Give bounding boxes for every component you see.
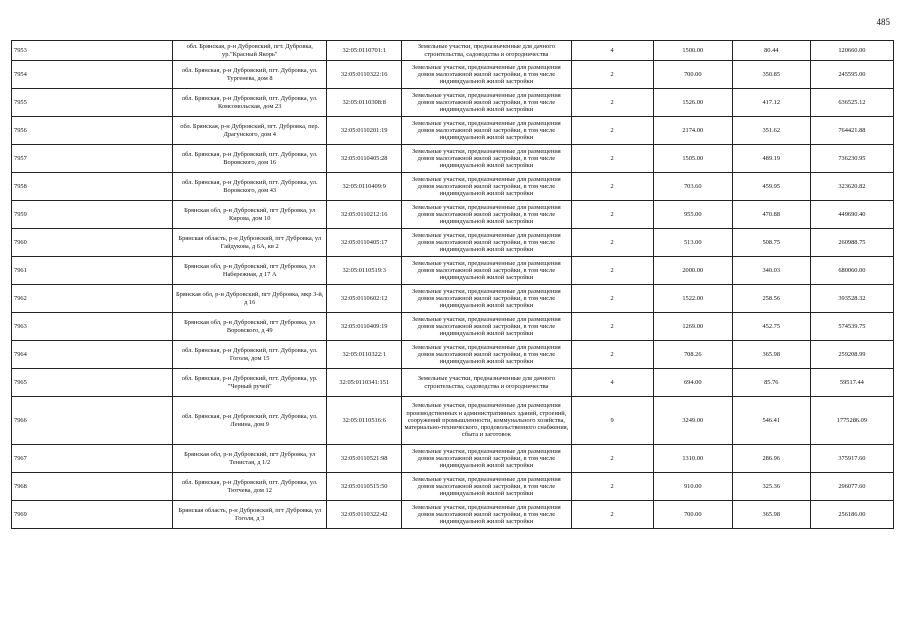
row-number-cell: 7964: [12, 341, 173, 369]
category-code-cell: 9: [571, 397, 653, 445]
address-cell: обл. Брянская, р-н Дубровский, пгт. Дубровка, пер. Драгунского, дом 4: [173, 117, 327, 145]
category-code-cell: 4: [571, 369, 653, 397]
cadastral-number-cell: 32:05:0110515:50: [327, 473, 402, 501]
unit-value-cell: 365.98: [732, 341, 810, 369]
cadastral-number-cell: 32:05:0110405:17: [327, 229, 402, 257]
unit-value-cell: 365.98: [732, 501, 810, 529]
address-cell: Брянская обл, р-н Дубровский, пгт Дубровка, ул Воровского, д 49: [173, 313, 327, 341]
cadastral-value-cell: 736230.95: [810, 145, 893, 173]
table-row: [12, 229, 894, 257]
land-use-description-cell: Земельные участки, предназначенные для размещения домов малоэтажной жилой застройки, в том числе индивидуальной жилой застройки: [402, 341, 571, 369]
area-cell: 3249.00: [653, 397, 732, 445]
category-code-cell: 2: [571, 341, 653, 369]
cadastral-number-cell: 32:05:0110201:19: [327, 117, 402, 145]
land-use-description-cell: Земельные участки, предназначенные для размещения домов малоэтажной жилой застройки, в том числе индивидуальной жилой застройки: [402, 173, 571, 201]
row-number-cell: 7961: [12, 257, 173, 285]
cadastral-number-cell: 32:05:0110405:28: [327, 145, 402, 173]
address-cell: обл. Брянская, р-н Дубровский, пгт. Дубровка, ул. Воровского, дом 43: [173, 173, 327, 201]
area-cell: 1522.00: [653, 285, 732, 313]
table-row: [12, 145, 894, 173]
address-cell: обл. Брянская, р-н Дубровский, пгт. Дубровка, ул. Ленина, дом 9: [173, 397, 327, 445]
row-number-cell: 7963: [12, 313, 173, 341]
cadastral-number-cell: 32:05:0110322:42: [327, 501, 402, 529]
land-use-description-cell: Земельные участки, предназначенные для размещения домов малоэтажной жилой застройки, в том числе индивидуальной жилой застройки: [402, 445, 571, 473]
cadastral-value-cell: 680060.00: [810, 257, 893, 285]
area-cell: 694.00: [653, 369, 732, 397]
land-use-description-cell: Земельные участки, предназначенные для размещения домов малоэтажной жилой застройки, в том числе индивидуальной жилой застройки: [402, 117, 571, 145]
address-cell: Брянская обл, р-н Дубровский, пгт Дубровка, мкр 3-й, д 16: [173, 285, 327, 313]
cadastral-value-cell: 59517.44: [810, 369, 893, 397]
area-cell: 910.00: [653, 473, 732, 501]
table-row: [12, 397, 894, 445]
unit-value-cell: 85.76: [732, 369, 810, 397]
category-code-cell: 2: [571, 201, 653, 229]
address-cell: обл. Брянская, р-н Дубровский, пгт. Дубровка, ул. Гоголя, дом 15: [173, 341, 327, 369]
area-cell: 955.00: [653, 201, 732, 229]
row-number-cell: 7954: [12, 61, 173, 89]
cadastral-number-cell: 32:05:0110322:1: [327, 341, 402, 369]
address-cell: Брянская область, р-н Дубровский, пгт Дубровка, ул Гайдукова, д 6А, кв 2: [173, 229, 327, 257]
area-cell: 1500.00: [653, 41, 732, 61]
table-row: [12, 285, 894, 313]
cadastral-value-cell: 260988.75: [810, 229, 893, 257]
unit-value-cell: 340.03: [732, 257, 810, 285]
land-use-description-cell: Земельные участки, предназначенные для размещения домов малоэтажной жилой застройки, в том числе индивидуальной жилой застройки: [402, 285, 571, 313]
address-cell: Брянская обл, р-н Дубровский, пгт Дубровка, ул Набережная, д 17 А: [173, 257, 327, 285]
land-use-description-cell: Земельные участки, предназначенные для размещения домов малоэтажной жилой застройки, в том числе индивидуальной жилой застройки: [402, 201, 571, 229]
land-use-description-cell: Земельные участки, предназначенные для дачного строительства, садоводства и огородничества: [402, 41, 571, 61]
row-number-cell: 7966: [12, 397, 173, 445]
cadastral-number-cell: 32:05:0110519:3: [327, 257, 402, 285]
unit-value-cell: 546.41: [732, 397, 810, 445]
unit-value-cell: 351.62: [732, 117, 810, 145]
land-use-description-cell: Земельные участки, предназначенные для размещения домов малоэтажной жилой застройки, в том числе индивидуальной жилой застройки: [402, 89, 571, 117]
address-cell: обл. Брянская, р-н Дубровский, пгт. Дубровка, ул. Воровского, дом 16: [173, 145, 327, 173]
cadastral-value-cell: 393528.32: [810, 285, 893, 313]
cadastral-number-cell: 32:05:0110516:6: [327, 397, 402, 445]
unit-value-cell: 417.12: [732, 89, 810, 117]
table-row: [12, 89, 894, 117]
land-use-description-cell: Земельные участки, предназначенные для размещения домов малоэтажной жилой застройки, в том числе индивидуальной жилой застройки: [402, 313, 571, 341]
land-registry-table: [11, 40, 894, 529]
table-row: [12, 257, 894, 285]
category-code-cell: 2: [571, 173, 653, 201]
cadastral-value-cell: 245595.00: [810, 61, 893, 89]
category-code-cell: 2: [571, 473, 653, 501]
cadastral-value-cell: 256186.00: [810, 501, 893, 529]
cadastral-number-cell: 32:05:0110409:9: [327, 173, 402, 201]
table-row: [12, 341, 894, 369]
table-row: [12, 201, 894, 229]
area-cell: 700.00: [653, 501, 732, 529]
address-cell: Брянская обл, р-н Дубровский, пгт Дубровка, ул Кирова, дом 10: [173, 201, 327, 229]
unit-value-cell: 258.56: [732, 285, 810, 313]
table-row: [12, 473, 894, 501]
area-cell: 700.00: [653, 61, 732, 89]
table-row: [12, 117, 894, 145]
address-cell: обл. Брянская, р-н Дубровский, пгт. Дубровка, ул. Тургенева, дом 8: [173, 61, 327, 89]
address-cell: Брянская область, р-н Дубровский, пгт Дубровка, ул Гоголя, д 3: [173, 501, 327, 529]
unit-value-cell: 452.75: [732, 313, 810, 341]
row-number-cell: 7953: [12, 41, 173, 61]
area-cell: 1505.00: [653, 145, 732, 173]
unit-value-cell: 350.85: [732, 61, 810, 89]
page-number: 485: [876, 17, 890, 27]
unit-value-cell: 508.75: [732, 229, 810, 257]
row-number-cell: 7956: [12, 117, 173, 145]
cadastral-number-cell: 32:05:0110308:8: [327, 89, 402, 117]
cadastral-value-cell: 296077.60: [810, 473, 893, 501]
table-row: [12, 313, 894, 341]
land-use-description-cell: Земельные участки, предназначенные для размещения домов малоэтажной жилой застройки, в том числе индивидуальной жилой застройки: [402, 61, 571, 89]
land-use-description-cell: Земельные участки, предназначенные для размещения домов малоэтажной жилой застройки, в том числе индивидуальной жилой застройки: [402, 229, 571, 257]
area-cell: 703.60: [653, 173, 732, 201]
address-cell: обл. Брянская, р-н Дубровский, пгт. Дубровка, ур. "Черный ручей": [173, 369, 327, 397]
cadastral-number-cell: 32:05:0110701:1: [327, 41, 402, 61]
category-code-cell: 2: [571, 229, 653, 257]
address-cell: обл. Брянская, р-н Дубровский, пгт. Дубровка, ул. Тютчева, дом 12: [173, 473, 327, 501]
cadastral-number-cell: 32:05:0110602:12: [327, 285, 402, 313]
cadastral-number-cell: 32:05:0110212:16: [327, 201, 402, 229]
cadastral-value-cell: 764421.88: [810, 117, 893, 145]
category-code-cell: 2: [571, 145, 653, 173]
table-row: [12, 501, 894, 529]
cadastral-number-cell: 32:05:0110341:151: [327, 369, 402, 397]
land-use-description-cell: Земельные участки, предназначенные для размещения производственных и административных зданий, строений, сооружений промышленности, коммунального хозяйства, материально-технического, продовольственного снабжения, сбыта и заготовок: [402, 397, 571, 445]
unit-value-cell: 470.88: [732, 201, 810, 229]
land-use-description-cell: Земельные участки, предназначенные для размещения домов малоэтажной жилой застройки, в том числе индивидуальной жилой застройки: [402, 473, 571, 501]
area-cell: 1269.00: [653, 313, 732, 341]
category-code-cell: 2: [571, 285, 653, 313]
unit-value-cell: 459.95: [732, 173, 810, 201]
cadastral-value-cell: 120660.00: [810, 41, 893, 61]
cadastral-value-cell: 1775286.09: [810, 397, 893, 445]
cadastral-value-cell: 449690.40: [810, 201, 893, 229]
row-number-cell: 7965: [12, 369, 173, 397]
row-number-cell: 7960: [12, 229, 173, 257]
category-code-cell: 2: [571, 445, 653, 473]
category-code-cell: 2: [571, 501, 653, 529]
unit-value-cell: 286.96: [732, 445, 810, 473]
cadastral-value-cell: 636525.12: [810, 89, 893, 117]
land-use-description-cell: Земельные участки, предназначенные для размещения домов малоэтажной жилой застройки, в том числе индивидуальной жилой застройки: [402, 257, 571, 285]
area-cell: 2000.00: [653, 257, 732, 285]
cadastral-number-cell: 32:05:0110409:19: [327, 313, 402, 341]
category-code-cell: 2: [571, 313, 653, 341]
land-use-description-cell: Земельные участки, предназначенные для размещения домов малоэтажной жилой застройки, в том числе индивидуальной жилой застройки: [402, 145, 571, 173]
table-row: [12, 369, 894, 397]
row-number-cell: 7959: [12, 201, 173, 229]
cadastral-value-cell: 375917.60: [810, 445, 893, 473]
land-use-description-cell: Земельные участки, предназначенные для размещения домов малоэтажной жилой застройки, в том числе индивидуальной жилой застройки: [402, 501, 571, 529]
area-cell: 1526.00: [653, 89, 732, 117]
row-number-cell: 7957: [12, 145, 173, 173]
row-number-cell: 7955: [12, 89, 173, 117]
address-cell: обл. Брянская, р-н Дубровский, пгт. Дубровка, ул. Комсомольская, дом 23: [173, 89, 327, 117]
table-row: [12, 445, 894, 473]
cadastral-number-cell: 32:05:0110322:16: [327, 61, 402, 89]
cadastral-value-cell: 323620.82: [810, 173, 893, 201]
table-row: [12, 61, 894, 89]
row-number-cell: 7969: [12, 501, 173, 529]
row-number-cell: 7962: [12, 285, 173, 313]
area-cell: 2174.00: [653, 117, 732, 145]
address-cell: Брянская обл, р-н Дубровский, пгт Дубровка, ул Тенистая, д 1/2: [173, 445, 327, 473]
category-code-cell: 4: [571, 41, 653, 61]
unit-value-cell: 80.44: [732, 41, 810, 61]
area-cell: 708.26: [653, 341, 732, 369]
row-number-cell: 7967: [12, 445, 173, 473]
row-number-cell: 7968: [12, 473, 173, 501]
cadastral-value-cell: 259208.99: [810, 341, 893, 369]
table-row: [12, 41, 894, 61]
category-code-cell: 2: [571, 89, 653, 117]
unit-value-cell: 489.19: [732, 145, 810, 173]
category-code-cell: 2: [571, 117, 653, 145]
land-use-description-cell: Земельные участки, предназначенные для дачного строительства, садоводства и огородничества: [402, 369, 571, 397]
address-cell: обл. Брянская, р-н Дубровский, пгт. Дубровка, ур."Красный Якорь": [173, 41, 327, 61]
category-code-cell: 2: [571, 61, 653, 89]
cadastral-value-cell: 574539.75: [810, 313, 893, 341]
table-row: [12, 173, 894, 201]
cadastral-number-cell: 32:05:0110521:98: [327, 445, 402, 473]
row-number-cell: 7958: [12, 173, 173, 201]
unit-value-cell: 325.36: [732, 473, 810, 501]
category-code-cell: 2: [571, 257, 653, 285]
registry-table-body: [12, 41, 894, 529]
area-cell: 1310.00: [653, 445, 732, 473]
area-cell: 513.00: [653, 229, 732, 257]
